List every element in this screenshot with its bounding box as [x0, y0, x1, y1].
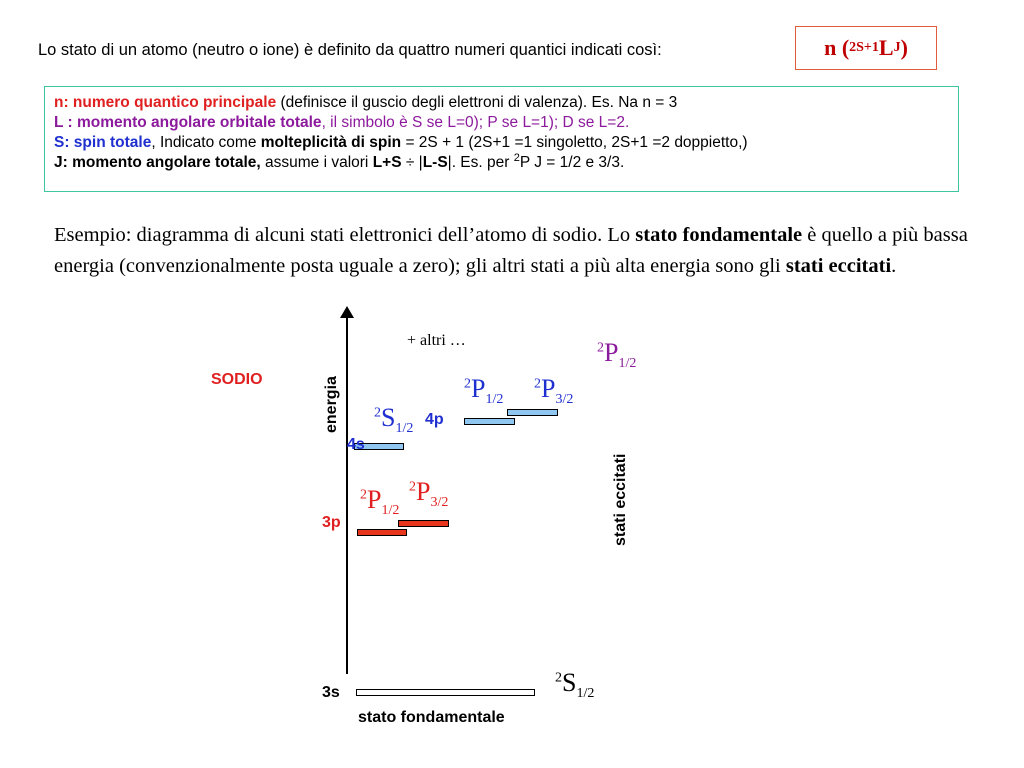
- term-sup: 2: [464, 376, 471, 392]
- excited-states-label: stati eccitati: [612, 453, 629, 546]
- term-sub: 1/2: [485, 392, 504, 408]
- paragraph-part1: Esempio: diagramma di alcuni stati elettronici dell’atomo di sodio. Lo: [54, 224, 636, 246]
- term-letter: P: [604, 338, 619, 367]
- definition-n-label: n: numero quantico principale: [54, 94, 277, 111]
- term-letter: L: [878, 35, 894, 60]
- energy-axis-label: energia: [323, 376, 340, 433]
- level-3p-12: [357, 529, 407, 536]
- term-sup: 2: [597, 340, 604, 356]
- level-4p-32: [507, 409, 558, 416]
- term-letter: S: [381, 403, 396, 432]
- definition-l-label: L : momento angolare orbitale totale: [54, 114, 322, 131]
- paragraph-part3: .: [891, 255, 897, 277]
- orbital-4p-label: 4p: [425, 411, 444, 428]
- term-suffix: ): [900, 35, 908, 60]
- term-3p-2p12: [360, 485, 400, 519]
- definition-j-text3: P J = 1/2 e 3/3.: [519, 154, 625, 171]
- definition-s-bold: molteplicità di spin: [260, 134, 402, 151]
- term-sub: 1/2: [618, 356, 637, 372]
- definition-s-text1: , Indicato come: [151, 134, 261, 151]
- term-sub: 1/2: [395, 421, 414, 437]
- definition-j: [54, 153, 949, 173]
- term-sup: 2: [409, 479, 416, 495]
- definitions-box: [44, 86, 959, 192]
- definition-l: [54, 113, 949, 133]
- definition-s-label: S: spin totale: [54, 134, 152, 151]
- level-3s-ground: [356, 689, 535, 696]
- term-sup: 2: [534, 376, 541, 392]
- definition-j-lminus: L-S: [422, 154, 448, 171]
- extra-term-2p12: [597, 338, 637, 372]
- definition-j-mid: ÷ |: [401, 154, 423, 171]
- orbital-3p-label: 3p: [322, 514, 341, 531]
- definition-l-text: , il simbolo è S se L=0); P se L=1); D se L=2.: [321, 114, 630, 131]
- level-4p-12: [464, 418, 515, 425]
- term-sub: 1/2: [381, 503, 400, 519]
- term-4s-2s12: [374, 403, 414, 437]
- term-sub: 3/2: [430, 495, 449, 511]
- definition-j-lplus: L+S: [372, 154, 402, 171]
- term-sup: 2: [360, 487, 367, 503]
- paragraph-bold-ground: stato fondamentale: [635, 224, 803, 246]
- term-symbol-box: n ( 2S+1 L J ): [795, 26, 937, 70]
- term-ground-2s12: [555, 668, 595, 702]
- definition-s: [54, 133, 949, 153]
- definition-j-text1: assume i valori: [260, 154, 373, 171]
- definition-s-text2: = 2S + 1 (2S+1 =1 singoletto, 2S+1 =2 doppietto,): [401, 134, 748, 151]
- term-letter: P: [541, 374, 556, 403]
- term-sup: 2: [374, 405, 381, 421]
- example-paragraph: [54, 220, 974, 282]
- term-sub: 1/2: [576, 686, 595, 702]
- term-prefix: n (: [824, 35, 850, 60]
- energy-axis: [346, 312, 348, 674]
- term-sub: 3/2: [555, 392, 574, 408]
- paragraph-part2: è quello a più bassa energia (convenzionalmente posta uguale a zero); gli altri stati a più alta energia sono gli: [54, 224, 968, 277]
- ground-state-label: stato fondamentale: [358, 709, 505, 726]
- intro-text: Lo stato di un atomo (neutro o ione) è definito da quattro numeri quantici indicati così:: [38, 41, 662, 59]
- term-3p-2p32: [409, 477, 449, 511]
- term-letter: P: [367, 485, 382, 514]
- definition-j-sup: 2: [513, 151, 520, 164]
- term-letter: S: [562, 668, 577, 697]
- orbital-4s-label: 4s: [347, 436, 365, 453]
- term-letter: P: [471, 374, 486, 403]
- orbital-3s-label: 3s: [322, 684, 340, 701]
- definition-n-text: (definisce il guscio degli elettroni di valenza). Es. Na n = 3: [276, 94, 678, 111]
- term-letter: P: [416, 477, 431, 506]
- paragraph-bold-excited: stati eccitati: [785, 255, 892, 277]
- definition-j-label: J: momento angolare totale,: [54, 154, 261, 171]
- term-sup: 2: [555, 670, 562, 686]
- others-label: + altri …: [407, 332, 466, 349]
- sodium-label: SODIO: [211, 371, 263, 388]
- definition-n: [54, 93, 949, 113]
- term-4p-2p12: [464, 374, 504, 408]
- term-4p-2p32: [534, 374, 574, 408]
- definition-j-text2: |. Es. per: [447, 154, 514, 171]
- level-3p-32: [398, 520, 449, 527]
